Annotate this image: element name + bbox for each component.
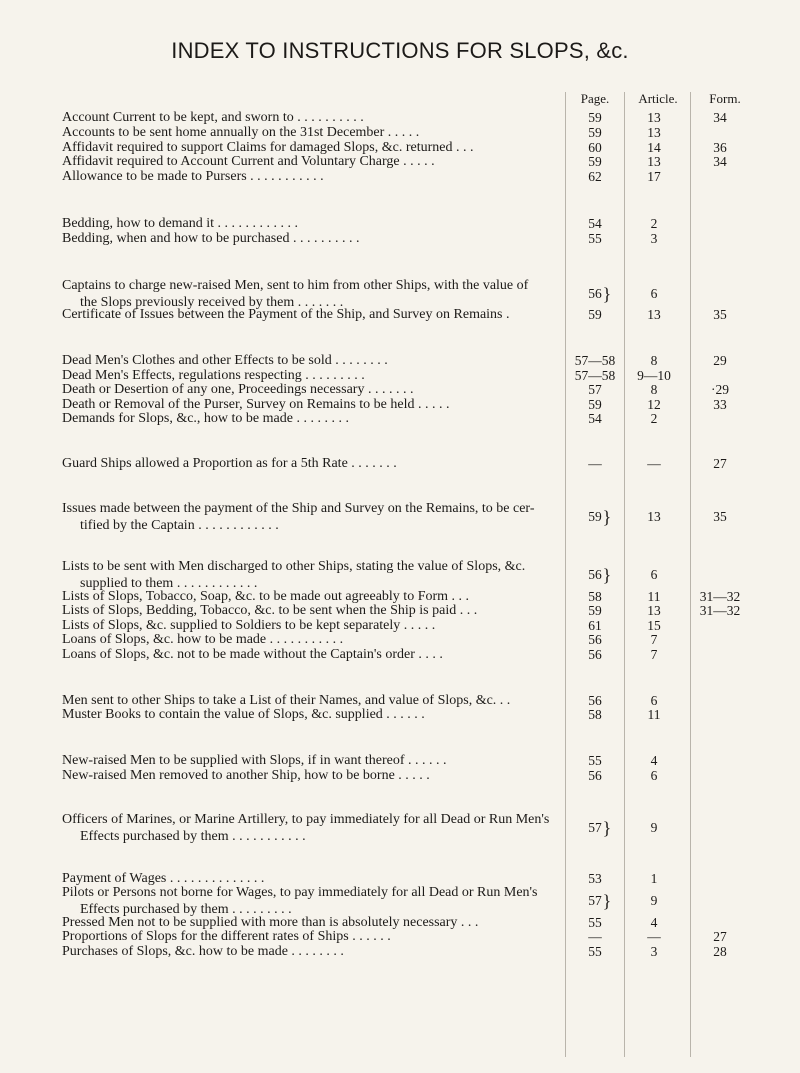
form-number: 36 <box>713 140 727 155</box>
page-number: 59 <box>588 110 602 125</box>
index-entry-text: Pressed Men not to be supplied with more than is absolutely necessary . . . <box>62 915 479 930</box>
brace-mark: } <box>602 818 612 838</box>
page-number: 53 <box>588 871 602 886</box>
index-entry <box>62 455 624 472</box>
page-number: 57 <box>588 820 602 835</box>
index-entry-text: Payment of Wages . . . . . . . . . . . . . . <box>62 871 265 886</box>
article-number: 4 <box>650 753 658 768</box>
page-number: 59 <box>588 397 602 412</box>
form-number: 33 <box>713 397 727 412</box>
form-number: 34 <box>713 110 727 125</box>
form-number: 34 <box>713 154 727 169</box>
article-number: 7 <box>650 632 658 647</box>
form-number: 29 <box>713 353 727 368</box>
page-number: 59 <box>588 603 602 618</box>
index-entry-text: Muster Books to contain the value of Slops, &c. supplied . . . . . . <box>62 707 425 722</box>
article-number: 8 <box>650 382 658 397</box>
index-entry <box>62 306 624 323</box>
index-entry-text-continued: Effects purchased by them . . . . . . . . . . . <box>80 829 306 844</box>
page-number: 59 <box>588 125 602 140</box>
brace-mark: } <box>602 891 612 911</box>
page-number: 55 <box>588 231 602 246</box>
index-entry-text: Allowance to be made to Pursers . . . . . . . . . . . <box>62 169 324 184</box>
article-number: — <box>647 456 661 471</box>
article-number: — <box>647 929 661 944</box>
header-page: Page. <box>580 91 610 106</box>
article-number: 13 <box>647 125 661 140</box>
article-number: 13 <box>647 110 661 125</box>
form-number: 35 <box>713 509 727 524</box>
article-number: 6 <box>650 693 658 708</box>
index-entry-text: New-raised Men removed to another Ship, how to be borne . . . . . <box>62 768 430 783</box>
page-number: 54 <box>588 411 602 426</box>
page-number: 56 <box>588 768 602 783</box>
index-entry <box>62 646 624 663</box>
index-entry-text: Demands for Slops, &c., how to be made . . . . . . . . <box>62 411 349 426</box>
article-number: 1 <box>650 871 658 886</box>
article-number: 3 <box>650 231 658 246</box>
brace-mark: } <box>602 507 612 527</box>
header-form: Form. <box>709 91 741 106</box>
index-entry <box>62 558 624 592</box>
index-entry-text: Lists of Slops, Bedding, Tobacco, &c. to be sent when the Ship is paid . . . <box>62 603 478 618</box>
index-entry-text: Death or Removal of the Purser, Survey on Remains to be held . . . . . <box>62 397 450 412</box>
form-number: 28 <box>713 944 727 959</box>
article-number: 13 <box>647 307 661 322</box>
page-title: INDEX TO INSTRUCTIONS FOR SLOPS, &c. <box>171 38 629 63</box>
page-number: 57 <box>588 382 602 397</box>
index-entry-text: Bedding, how to demand it . . . . . . . . . . . . <box>62 216 299 231</box>
article-number: 13 <box>647 154 661 169</box>
index-entry-text: Men sent to other Ships to take a List of their Names, and value of Slops, &c. . . <box>62 693 511 708</box>
index-entry <box>62 767 624 784</box>
index-entry-text: Accounts to be sent home annually on the 31st December . . . . . <box>62 125 420 140</box>
article-number: 13 <box>647 603 661 618</box>
page-number: 56 <box>588 632 602 647</box>
index-entry-text: Lists of Slops, Tobacco, Soap, &c. to be made out agreeably to Form . . . <box>62 589 470 604</box>
page-number: 62 <box>588 169 602 184</box>
form-number: 31—32 <box>699 589 741 604</box>
index-entry-text: Loans of Slops, &c. not to be made without the Captain's order . . . . <box>62 647 443 662</box>
index-entry-text-continued: the Slops previously received by them . . . . . . . <box>80 295 344 310</box>
article-number: 9—10 <box>637 368 671 383</box>
page-number: 59 <box>588 154 602 169</box>
brace-mark: } <box>602 284 612 304</box>
page-number: 58 <box>588 707 602 722</box>
article-number: 17 <box>647 169 661 184</box>
form-number: 31—32 <box>699 603 741 618</box>
page-number: 54 <box>588 216 602 231</box>
article-number: 6 <box>650 567 658 582</box>
article-number: 14 <box>647 140 661 155</box>
index-entry <box>62 884 624 918</box>
index-entry-text: Bedding, when and how to be purchased . . . . . . . . . . <box>62 231 360 246</box>
index-entry <box>62 706 624 723</box>
page-number: 58 <box>588 589 602 604</box>
form-number: 35 <box>713 307 727 322</box>
page-number: 56 <box>588 286 602 301</box>
brace-mark: } <box>602 565 612 585</box>
index-entry-text: Affidavit required to Account Current and Voluntary Charge . . . . . <box>62 154 435 169</box>
article-number: 6 <box>650 286 658 301</box>
index-entry <box>62 500 624 534</box>
article-number: 2 <box>650 411 658 426</box>
index-entry-text: Officers of Marines, or Marine Artillery, to pay immediately for all Dead or Run Men's <box>62 812 550 827</box>
index-entry-text: Dead Men's Clothes and other Effects to be sold . . . . . . . . <box>62 353 388 368</box>
page-number: — <box>588 929 602 944</box>
index-entry <box>62 410 624 427</box>
article-number: 11 <box>647 589 661 604</box>
index-entry <box>62 230 624 247</box>
index-entry-text: Death or Desertion of any one, Proceedings necessary . . . . . . . <box>62 382 414 397</box>
index-entry-text: Affidavit required to support Claims for damaged Slops, &c. returned . . . <box>62 140 474 155</box>
index-entry-text: Lists to be sent with Men discharged to other Ships, stating the value of Slops, &c. <box>62 559 526 574</box>
index-entry-text: Pilots or Persons not borne for Wages, to pay immediately for all Dead or Run Men's <box>62 885 538 900</box>
form-number: 27 <box>713 929 727 944</box>
page-number: 55 <box>588 915 602 930</box>
page-number: 59 <box>588 509 602 524</box>
page-number: 55 <box>588 944 602 959</box>
article-number: 8 <box>650 353 658 368</box>
page-number: 59 <box>588 307 602 322</box>
article-number: 6 <box>650 768 658 783</box>
index-entry-text-continued: Effects purchased by them . . . . . . . . . <box>80 902 292 917</box>
page-number: 61 <box>588 618 602 633</box>
index-entry-text: Guard Ships allowed a Proportion as for a 5th Rate . . . . . . . <box>62 456 397 471</box>
article-number: 9 <box>650 893 658 908</box>
index-entry <box>62 168 624 185</box>
page-number: 56 <box>588 567 602 582</box>
article-number: 7 <box>650 647 658 662</box>
article-number: 3 <box>650 944 658 959</box>
page-number: 60 <box>588 140 602 155</box>
article-number: 4 <box>650 915 658 930</box>
index-entry <box>62 811 624 845</box>
article-number: 2 <box>650 216 658 231</box>
page-number: 57 <box>588 893 602 908</box>
article-number: 12 <box>647 397 661 412</box>
index-entry-text: Certificate of Issues between the Payment of the Ship, and Survey on Remains . <box>62 307 510 322</box>
article-number: 9 <box>650 820 658 835</box>
page-number: 55 <box>588 753 602 768</box>
index-entry-text: Proportions of Slops for the different rates of Ships . . . . . . <box>62 929 391 944</box>
index-entry-text: Loans of Slops, &c. how to be made . . . . . . . . . . . <box>62 632 344 647</box>
index-entry-text: Issues made between the payment of the Ship and Survey on the Remains, to be cer- <box>62 501 535 516</box>
page-number: 57—58 <box>574 353 616 368</box>
index-entry-text: Account Current to be kept, and sworn to . . . . . . . . . . <box>62 110 364 125</box>
index-entry-text-continued: tified by the Captain . . . . . . . . . . . . <box>80 518 279 533</box>
form-number: 27 <box>713 456 727 471</box>
index-entry-text: New-raised Men to be supplied with Slops, if in want thereof . . . . . . <box>62 753 447 768</box>
index-entry-text-continued: supplied to them . . . . . . . . . . . . <box>80 576 258 591</box>
article-number: 13 <box>647 509 661 524</box>
article-number: 15 <box>647 618 661 633</box>
article-number: 11 <box>647 707 661 722</box>
page-number: 56 <box>588 647 602 662</box>
form-number: ·29 <box>711 382 729 397</box>
index-entry-text: Captains to charge new-raised Men, sent to him from other Ships, with the value of <box>62 278 529 293</box>
header-article: Article. <box>638 91 678 106</box>
index-entry-text: Dead Men's Effects, regulations respecting . . . . . . . . . <box>62 368 365 383</box>
index-entry <box>62 943 624 960</box>
page-number: 56 <box>588 693 602 708</box>
index-entry-text: Lists of Slops, &c. supplied to Soldiers to be kept separately . . . . . <box>62 618 436 633</box>
page-number: — <box>588 456 602 471</box>
page-number: 57—58 <box>574 368 616 383</box>
index-entry-text: Purchases of Slops, &c. how to be made . . . . . . . . <box>62 944 344 959</box>
